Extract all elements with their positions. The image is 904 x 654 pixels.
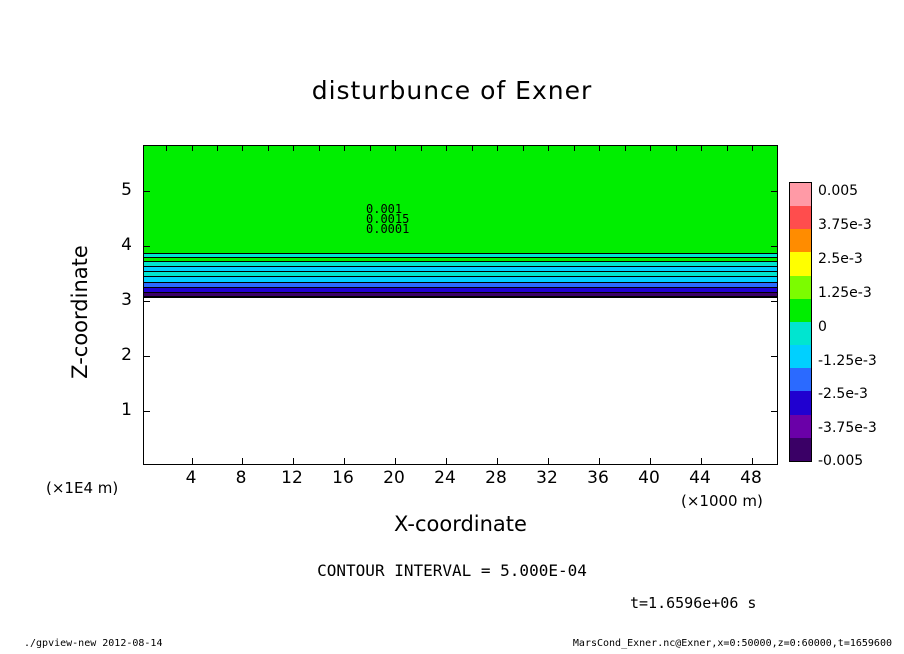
x-tick-label: 16 (332, 468, 354, 488)
colorbar-cell (790, 322, 811, 345)
x-tick-top (217, 146, 218, 151)
x-tick-top (421, 146, 422, 151)
x-tick (497, 458, 498, 464)
x-tick-top (395, 146, 396, 151)
footer-right: MarsCond_Exner.nc@Exner,x=0:50000,z=0:60000,t=1659600 (572, 638, 892, 649)
x-tick (548, 458, 549, 464)
x-tick-label: 40 (638, 468, 660, 488)
x-tick-top (268, 146, 269, 151)
contour-label: 0.0001 (366, 222, 410, 236)
x-tick-label: 4 (185, 468, 197, 488)
y-tick (144, 191, 150, 192)
colorbar-cell (790, 345, 811, 368)
y-tick-label: 5 (121, 180, 132, 200)
y-tick-label: 4 (121, 235, 132, 255)
x-tick-top (344, 146, 345, 151)
x-tick-label: 44 (689, 468, 711, 488)
y-tick-label: 1 (121, 400, 132, 420)
colorbar-label: 1.25e-3 (818, 285, 872, 301)
y-tick-right (771, 411, 777, 412)
x-tick-top (319, 146, 320, 151)
x-tick-top (727, 146, 728, 151)
x-tick (599, 458, 600, 464)
colorbar-label: -3.75e-3 (818, 420, 877, 436)
time-stamp: t=1.6596e+06 s (630, 594, 757, 612)
x-tick (293, 458, 294, 464)
colorbar-label: 2.5e-3 (818, 251, 863, 267)
x-tick-label: 20 (383, 468, 405, 488)
x-tick-top (242, 146, 243, 151)
x-tick-top (370, 146, 371, 151)
x-tick-top (676, 146, 677, 151)
x-tick-top (497, 146, 498, 151)
x-tick (242, 458, 243, 464)
colorbar-label: 0.005 (818, 183, 859, 199)
x-tick (752, 458, 753, 464)
x-tick (344, 458, 345, 464)
x-tick-label: 32 (536, 468, 558, 488)
x-tick-label: 36 (587, 468, 609, 488)
colorbar-label: -0.005 (818, 453, 864, 469)
plot-area (143, 145, 778, 465)
x-tick-top (752, 146, 753, 151)
x-tick-top (446, 146, 447, 151)
colorbar-label: -2.5e-3 (818, 386, 868, 402)
x-tick-top (523, 146, 524, 151)
colorbar-cell (790, 438, 811, 461)
x-tick (650, 458, 651, 464)
x-tick-label: 24 (434, 468, 456, 488)
y-tick-right (771, 301, 777, 302)
y-axis-title: Z-coordinate (68, 245, 92, 379)
x-tick (192, 458, 193, 464)
y-tick-right (771, 356, 777, 357)
field-upper-fill (144, 146, 777, 249)
y-tick (144, 356, 150, 357)
colorbar-cell (790, 229, 811, 252)
x-tick-top (599, 146, 600, 151)
x-tick-label: 48 (740, 468, 762, 488)
x-tick-top (192, 146, 193, 151)
footer-left: ./gpview-new 2012-08-14 (24, 638, 163, 649)
x-tick-top (472, 146, 473, 151)
colorbar-cell (790, 252, 811, 275)
x-axis-title: X-coordinate (394, 512, 527, 536)
x-tick-label: 8 (235, 468, 247, 488)
field-layer (144, 298, 777, 465)
x-tick-top (548, 146, 549, 151)
y-tick-label: 3 (121, 290, 132, 310)
colorbar-cell (790, 391, 811, 414)
colorbar-cell (790, 415, 811, 438)
y-tick-label: 2 (121, 345, 132, 365)
colorbar-cell (790, 183, 811, 206)
x-tick-top (166, 146, 167, 151)
colorbar (789, 182, 812, 462)
y-tick-right (771, 191, 777, 192)
x-tick-top (574, 146, 575, 151)
x-tick (446, 458, 447, 464)
x-tick-label: 28 (485, 468, 507, 488)
colorbar-label: -1.25e-3 (818, 353, 877, 369)
contour-interval-text: CONTOUR INTERVAL = 5.000E-04 (317, 561, 587, 580)
y-axis-unit: (×1E4 m) (46, 479, 119, 497)
contour-label: 0.0015 (366, 212, 410, 226)
colorbar-cell (790, 206, 811, 229)
colorbar-cell (790, 276, 811, 299)
x-tick-top (625, 146, 626, 151)
y-tick (144, 246, 150, 247)
y-tick-right (771, 246, 777, 247)
x-tick (395, 458, 396, 464)
colorbar-label: 3.75e-3 (818, 217, 872, 233)
colorbar-cell (790, 299, 811, 322)
y-tick (144, 301, 150, 302)
contour-label: 0.001 (366, 202, 403, 216)
x-tick-top (650, 146, 651, 151)
colorbar-cell (790, 368, 811, 391)
y-tick (144, 411, 150, 412)
chart-title: disturbunce of Exner (311, 76, 593, 105)
colorbar-label: 0 (818, 319, 827, 335)
x-tick-top (293, 146, 294, 151)
x-tick-label: 12 (281, 468, 303, 488)
x-tick-top (701, 146, 702, 151)
x-tick (701, 458, 702, 464)
x-axis-unit: (×1000 m) (681, 492, 763, 510)
